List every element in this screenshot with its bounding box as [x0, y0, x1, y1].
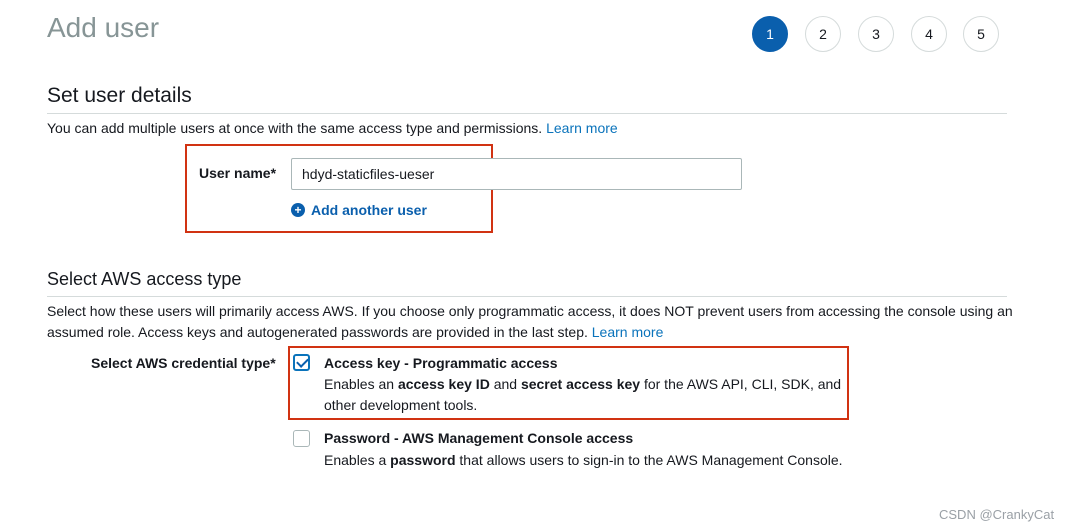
- password-option-description: [324, 450, 864, 471]
- password-checkbox[interactable]: [293, 430, 310, 447]
- access-key-option-title: Access key - Programmatic access: [324, 355, 558, 371]
- username-input[interactable]: [291, 158, 742, 190]
- add-another-user-button[interactable]: [291, 202, 427, 218]
- username-label: User name*: [199, 165, 277, 181]
- user-details-description: [47, 118, 1017, 139]
- step-4[interactable]: 4: [911, 16, 947, 52]
- access-type-description: [47, 301, 1017, 343]
- user-details-text: You can add multiple users at once with the same access type and permissions.: [47, 120, 543, 136]
- access-key-option-description: [324, 374, 864, 416]
- desc-bold: access key ID: [397, 376, 490, 392]
- desc-text: Enables a: [324, 452, 391, 468]
- divider: [47, 296, 1007, 297]
- page-title: Add user: [47, 12, 160, 43]
- user-details-title: Set user details: [47, 84, 192, 107]
- desc-bold: password: [390, 452, 456, 468]
- divider: [47, 113, 1007, 114]
- learn-more-link[interactable]: Learn more: [591, 324, 664, 340]
- desc-text: that allows users to sign-in to the AWS Management Console.: [455, 452, 843, 468]
- watermark: CSDN @CrankyCat: [939, 507, 1055, 522]
- desc-text: for the AWS API, CLI, SDK, and other development tools.: [324, 376, 842, 413]
- access-key-checkbox[interactable]: [293, 354, 310, 371]
- step-5[interactable]: 5: [963, 16, 999, 52]
- access-type-text: Select how these users will primarily access AWS. If you choose only programmatic access, it does NOT prevent users from accessing the console using an assumed role. Access keys and autogenerated passwords are provided in the last step.: [47, 303, 1013, 340]
- plus-circle-icon: +: [291, 203, 305, 217]
- credential-type-label: Select AWS credential type*: [91, 355, 276, 371]
- desc-text: Enables an: [324, 376, 398, 392]
- desc-bold: secret access key: [520, 376, 641, 392]
- step-3[interactable]: 3: [858, 16, 894, 52]
- access-type-title: Select AWS access type: [47, 269, 242, 289]
- add-another-user-label: Add another user: [311, 202, 427, 218]
- desc-text: and: [489, 376, 521, 392]
- learn-more-link[interactable]: Learn more: [546, 120, 618, 136]
- password-option-title: Password - AWS Management Console access: [324, 430, 634, 446]
- step-2[interactable]: 2: [805, 16, 841, 52]
- step-1[interactable]: 1: [752, 16, 788, 52]
